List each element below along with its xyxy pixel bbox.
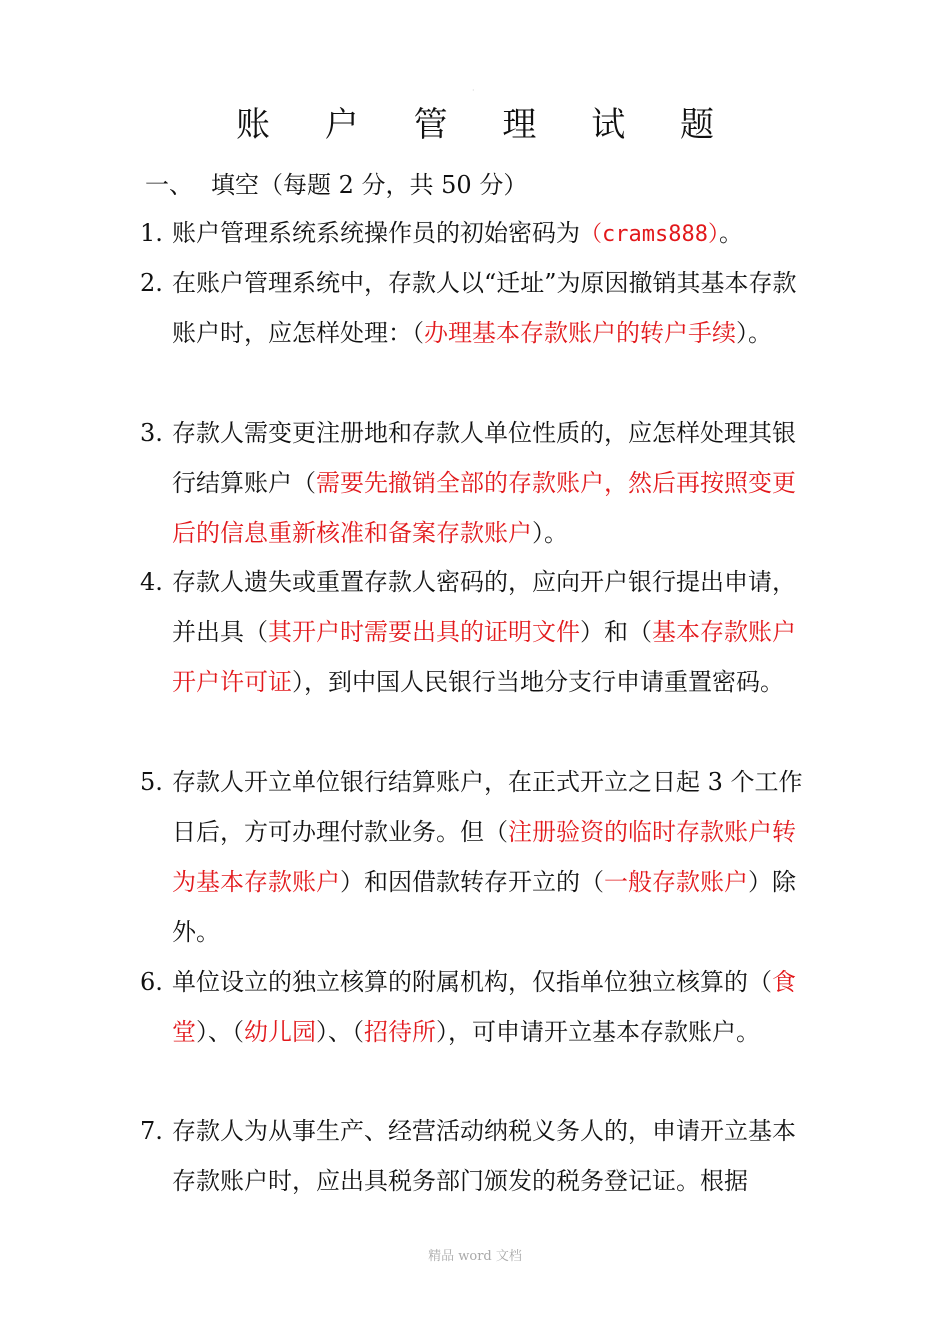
question-text: ）。 <box>532 519 568 547</box>
answer-text: 办理基本存款账户的转户手续 <box>424 319 736 347</box>
question-number: 5. <box>140 768 163 796</box>
answer-text: 注册验资的临时存款账户转为基本存款账户 <box>172 818 796 896</box>
answer-text: 需要先撤销全部的存款账户，然后再按照变更后的信息重新核准和备案存款账户 <box>172 469 796 547</box>
question-number: 4. <box>140 568 163 596</box>
question-number: 2. <box>140 269 163 297</box>
question-text: 存款人遗失或重置存款人密码的，应向开户银行提出申请，并出具（ <box>172 568 796 646</box>
answer-text: （crams888） <box>580 222 719 247</box>
footer-watermark: 精品 word 文档 <box>428 1249 522 1264</box>
question-text: 存款人开立单位银行结算账户，在正式开立之日起 3 个工作日后，方可办理付款业务。但（ <box>172 768 803 846</box>
question-text: 存款人需变更注册地和存款人单位性质的，应怎样处理其银行结算账户（ <box>172 419 796 497</box>
question-text: ）和因借款转存开立的（ <box>340 868 604 896</box>
question-text: 存款人为从事生产、经营活动纳税义务人的，申请开立基本存款账户时，应出具税务部门颁发的税务登记证。根据 <box>172 1117 796 1195</box>
question-text: ），到中国人民银行当地分支行申请重置密码。 <box>292 668 784 696</box>
question-7 <box>140 1106 808 1206</box>
question-text: ）。 <box>736 319 772 347</box>
question-text: ）和（ <box>580 618 652 646</box>
question-text: ）、（ <box>196 1018 244 1046</box>
question-text: ）、（ <box>316 1018 364 1046</box>
section-text: 填空（每题 2 分，共 50 分） <box>211 171 528 199</box>
question-text: 单位设立的独立核算的附属机构，仅指单位独立核算的（ <box>172 968 772 996</box>
question-6 <box>140 957 808 1057</box>
answer-text: 幼儿园 <box>244 1018 316 1046</box>
page-title: 账 户 管 理 试 题 <box>235 105 737 145</box>
section-number: 一、 <box>145 171 193 199</box>
answer-text: 其开户时需要出具的证明文件 <box>268 618 580 646</box>
answer-text: 一般存款账户 <box>604 868 748 896</box>
question-number: 3. <box>140 419 163 447</box>
question-2 <box>140 258 808 358</box>
question-text: 在账户管理系统中，存款人以“迁址”为原因撤销其基本存款账户时，应怎样处理：（ <box>172 269 797 347</box>
answer-text: 基本存款账户开户许可证 <box>172 618 796 696</box>
question-number: 7. <box>140 1117 163 1145</box>
question-text: ）除外。 <box>172 868 796 946</box>
section-heading <box>145 165 527 205</box>
question-4 <box>140 557 808 707</box>
decorative-dot: · <box>472 86 475 95</box>
question-3 <box>140 408 808 558</box>
question-text: ），可申请开立基本存款账户。 <box>436 1018 760 1046</box>
question-number: 6. <box>140 968 163 996</box>
answer-text: 招待所 <box>364 1018 436 1046</box>
question-number: 1. <box>140 219 163 247</box>
answer-text: 食堂 <box>172 968 796 1046</box>
question-1 <box>140 208 808 260</box>
question-5 <box>140 757 808 957</box>
question-text: 。 <box>718 219 743 247</box>
question-text: 账户管理系统系统操作员的初始密码为 <box>172 219 580 247</box>
